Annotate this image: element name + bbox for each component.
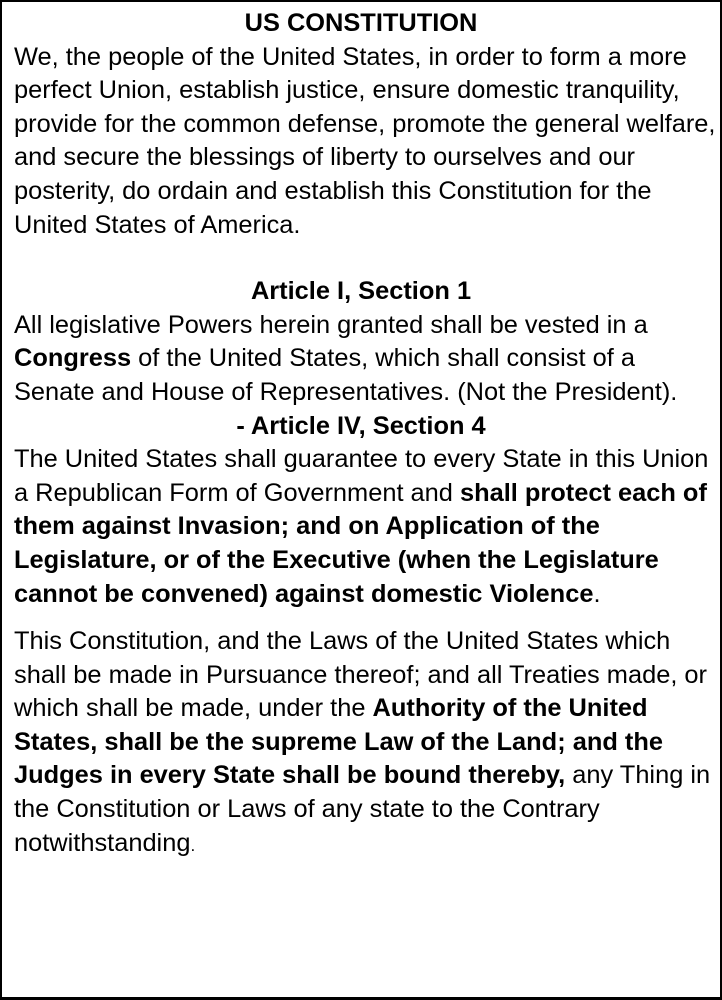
spacer — [14, 611, 720, 625]
supremacy-text — [14, 625, 720, 862]
preamble-text: We, the people of the United States, in order to form a more perfect Union, establish justice, ensure domestic tranquility, provide for the common defense, promote the general welfare, and secure the blessings of liberty to ourselves and our posterity, do ordain and establish this Constitution for the United States of America. — [14, 42, 716, 239]
article-4-text-bold: shall protect each of them against Invasion; and on Application of the Legislature, or of the Executive (when the Legislature cannot be convened) against domestic Violence — [14, 478, 707, 608]
supremacy-text-bold: Authority of the United States, shall be the supreme Law of the Land; and the Judges in every State shall be bound thereby, — [14, 694, 663, 790]
supremacy-text-start: This Constitution, and the Laws of the United States which shall be made in Pursuance thereof; and all Treaties made, or which shall be made, under the — [14, 627, 707, 723]
article-1-heading: Article I, Section 1 — [250, 277, 472, 306]
spacer — [14, 242, 720, 275]
article-1-text-start: All legislative Powers herein granted shall be vested in a — [14, 310, 648, 339]
article-1-text-bold: Congress — [14, 344, 132, 373]
article-4-text — [14, 443, 720, 611]
article-1-text — [14, 309, 720, 410]
article-4-heading: - Article IV, Section 4 — [236, 411, 486, 440]
document-title: US CONSTITUTION — [244, 9, 478, 37]
article-4-text-start: The United States shall guarantee to every State in this Union a Republican Form of Government and — [14, 445, 709, 507]
article-4-text-end: . — [593, 579, 601, 608]
supremacy-text-final-period: . — [190, 835, 196, 855]
article-1-text-end: of the United States, which shall consist of a Senate and House of Representatives. (Not the President). — [14, 344, 678, 406]
supremacy-text-middle: any Thing in the Constitution or Laws of any state to the Contrary notwithstanding — [14, 761, 711, 857]
